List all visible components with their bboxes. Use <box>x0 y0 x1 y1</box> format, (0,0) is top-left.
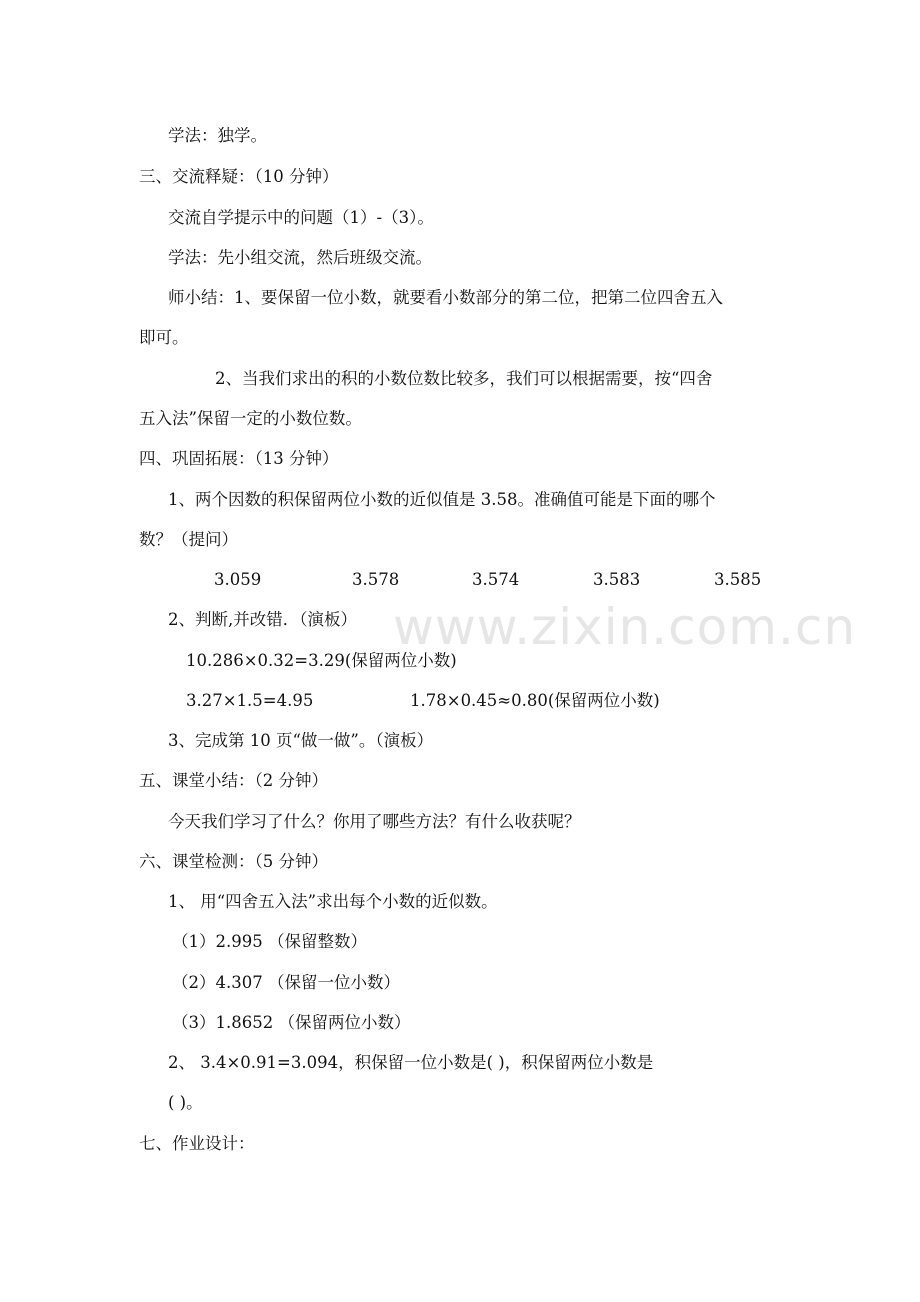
text-line: 2、判断,并改错．（演板） <box>168 610 357 629</box>
text-line: 师小结：1、要保留一位小数，就要看小数部分的第二位，把第二位四舍五入 <box>168 288 723 307</box>
text-line: 2、当我们求出的积的小数位数比较多，我们可以根据需要，按“四舍 <box>215 369 713 388</box>
text-line: 今天我们学习了什么？你用了哪些方法？有什么收获呢？ <box>168 812 581 831</box>
text-line: （1）2.995 （保留整数） <box>172 932 367 951</box>
section-heading: 四、巩固拓展：（13 分钟） <box>139 449 339 468</box>
text-line: 交流自学提示中的问题（1）-（3）。 <box>168 208 434 227</box>
section-heading: 六、课堂检测：（5 分钟） <box>139 852 328 871</box>
text-line: 即可。 <box>139 328 189 347</box>
text-line: 学法：先小组交流，然后班级交流。 <box>168 248 432 267</box>
choice-value: 3.578 <box>352 570 400 589</box>
equation-line: 3.27×1.5=4.95 <box>186 691 314 710</box>
choice-value: 3.583 <box>593 570 641 589</box>
section-heading: 五、课堂小结：（2 分钟） <box>139 771 328 790</box>
equation-line: 10.286×0.32=3.29(保留两位小数) <box>186 651 457 670</box>
text-line: ( )。 <box>168 1093 203 1112</box>
choice-value: 3.585 <box>714 570 762 589</box>
equation-line: 1.78×0.45≈0.80(保留两位小数) <box>410 691 660 710</box>
text-line: 1、两个因数的积保留两位小数的近似值是 3.58。准确值可能是下面的哪个 <box>168 490 716 509</box>
text-line: 3、完成第 10 页“做一做”。（演板） <box>168 731 434 750</box>
text-line: 1、 用“四舍五入法”求出每个小数的近似数。 <box>168 892 498 911</box>
choice-value: 3.574 <box>472 570 520 589</box>
section-heading: 七、作业设计： <box>139 1134 255 1153</box>
watermark: www.zixin.com.cn <box>393 598 857 656</box>
text-line: （2）4.307 （保留一位小数） <box>172 973 400 992</box>
text-line: 学法：独学。 <box>168 126 267 145</box>
text-line: 2、 3.4×0.91=3.094，积保留一位小数是( )，积保留两位小数是 <box>168 1053 654 1072</box>
text-line: （3）1.8652 （保留两位小数） <box>172 1013 411 1032</box>
text-line: 数？（提问） <box>139 530 238 549</box>
section-heading: 三、交流释疑：（10 分钟） <box>139 167 339 186</box>
choice-value: 3.059 <box>214 570 262 589</box>
text-line: 五入法”保留一定的小数位数。 <box>139 409 362 428</box>
